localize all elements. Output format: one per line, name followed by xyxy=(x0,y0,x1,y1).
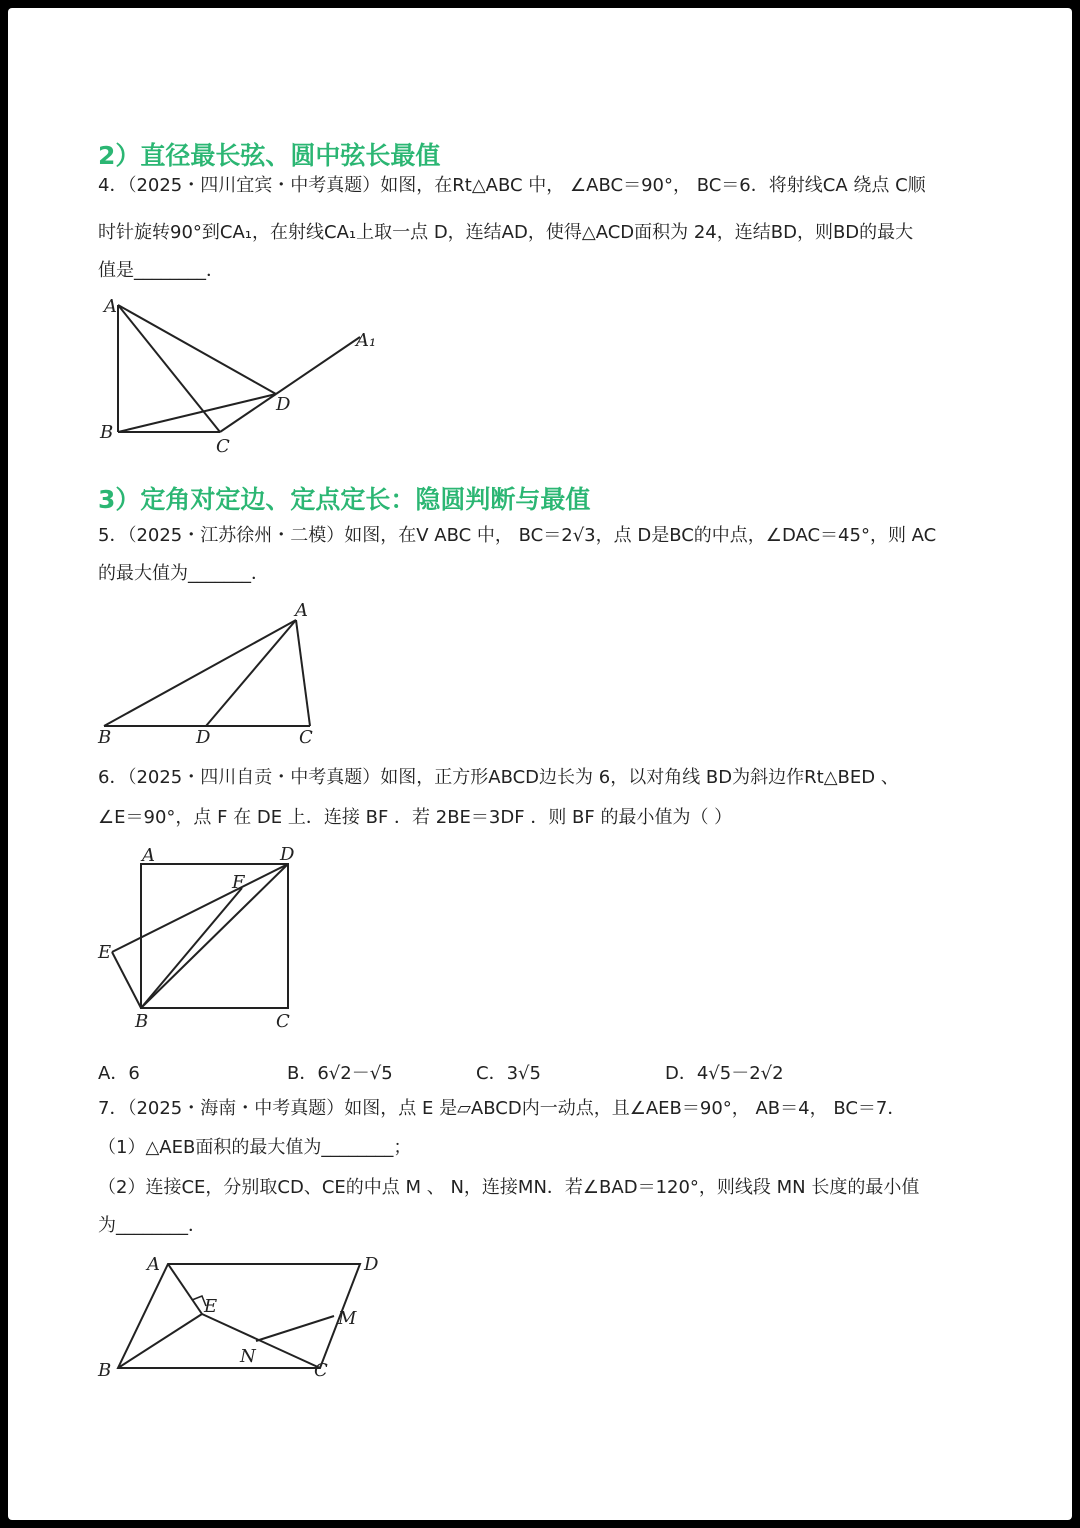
q4-label-c: C xyxy=(216,436,230,457)
q4-label-b: B xyxy=(100,422,114,443)
worksheet-page xyxy=(8,8,1072,1520)
q5-label-d: D xyxy=(196,727,211,748)
q6-label-d: D xyxy=(280,844,295,865)
question-4-line-2: 时针旋转90°到CA₁，在射线CA₁上取一点 D，连结AD，使得△ACD面积为 24，连结BD，则BD的最大 xyxy=(98,222,914,243)
q7-label-a: A xyxy=(147,1254,160,1275)
q5-label-a: A xyxy=(295,600,308,621)
q7-label-e: E xyxy=(204,1296,218,1317)
question-7-figure xyxy=(97,1254,379,1381)
q5-label-c: C xyxy=(299,727,313,748)
q7-label-m: M xyxy=(338,1308,357,1329)
q6-label-e: E xyxy=(98,942,112,963)
question-4-line-1: 4．（2025・四川宜宾・中考真题）如图，在Rt△ABC 中， ∠ABC＝90°， BC＝6．将射线CA 绕点 C顺 xyxy=(98,175,926,196)
question-6-line-1: 6．（2025・四川自贡・中考真题）如图，正方形ABCD边长为 6，以对角线 BD为斜边作Rt△BED 、 xyxy=(98,767,899,788)
q4-label-a: A xyxy=(104,296,117,317)
question-7-line-2: （1）△AEB面积的最大值为________； xyxy=(98,1137,412,1158)
q6-option-a: A．6 xyxy=(98,1063,140,1084)
question-7-line-4: 为________． xyxy=(98,1215,206,1236)
question-6-figure xyxy=(97,844,295,1032)
q4-label-a1: A₁ xyxy=(356,330,377,351)
q6-option-d: D．4√5－2√2 xyxy=(665,1063,784,1084)
q7-label-c: C xyxy=(314,1360,328,1381)
question-5-figure xyxy=(97,600,313,748)
q6-label-b: B xyxy=(135,1011,149,1032)
q4-label-d: D xyxy=(276,394,291,415)
question-6-line-2: ∠E＝90°，点 F 在 DE 上．连接 BF ．若 2BE＝3DF ．则 BF 的最小值为（ ） xyxy=(98,807,733,828)
q6-option-c: C．3√5 xyxy=(476,1063,541,1084)
question-5-line-1: 5．（2025・江苏徐州・二模）如图，在V ABC 中， BC＝2√3，点 D是BC的中点，∠DAC＝45°，则 AC xyxy=(98,525,937,546)
question-5-line-2: 的最大值为_______． xyxy=(98,563,269,584)
q7-label-n: N xyxy=(240,1346,256,1367)
q7-label-b: B xyxy=(98,1360,112,1381)
question-7-line-1: 7．（2025・海南・中考真题）如图，点 E 是▱ABCD内一动点，且∠AEB＝90°， AB＝4， BC＝7． xyxy=(98,1098,906,1119)
question-7-line-3: （2）连接CE，分别取CD、CE的中点 M 、 N，连接MN．若∠BAD＝120°，则线段 MN 长度的最小值 xyxy=(98,1177,920,1198)
q6-label-c: C xyxy=(276,1011,290,1032)
section-heading: 3）定角对定边、定点定长：隐圆判断与最值 xyxy=(98,485,591,514)
section-heading: 2）直径最长弦、圆中弦长最值 xyxy=(98,141,441,170)
question-4-figure xyxy=(99,296,376,457)
q6-label-a: A xyxy=(142,845,155,866)
geometry-figures xyxy=(8,8,1072,1520)
q6-label-f: F xyxy=(232,872,245,893)
q7-label-d: D xyxy=(364,1254,379,1275)
q6-option-b: B．6√2－√5 xyxy=(287,1063,393,1084)
q5-label-b: B xyxy=(98,727,112,748)
question-4-line-3: 值是________． xyxy=(98,260,224,281)
